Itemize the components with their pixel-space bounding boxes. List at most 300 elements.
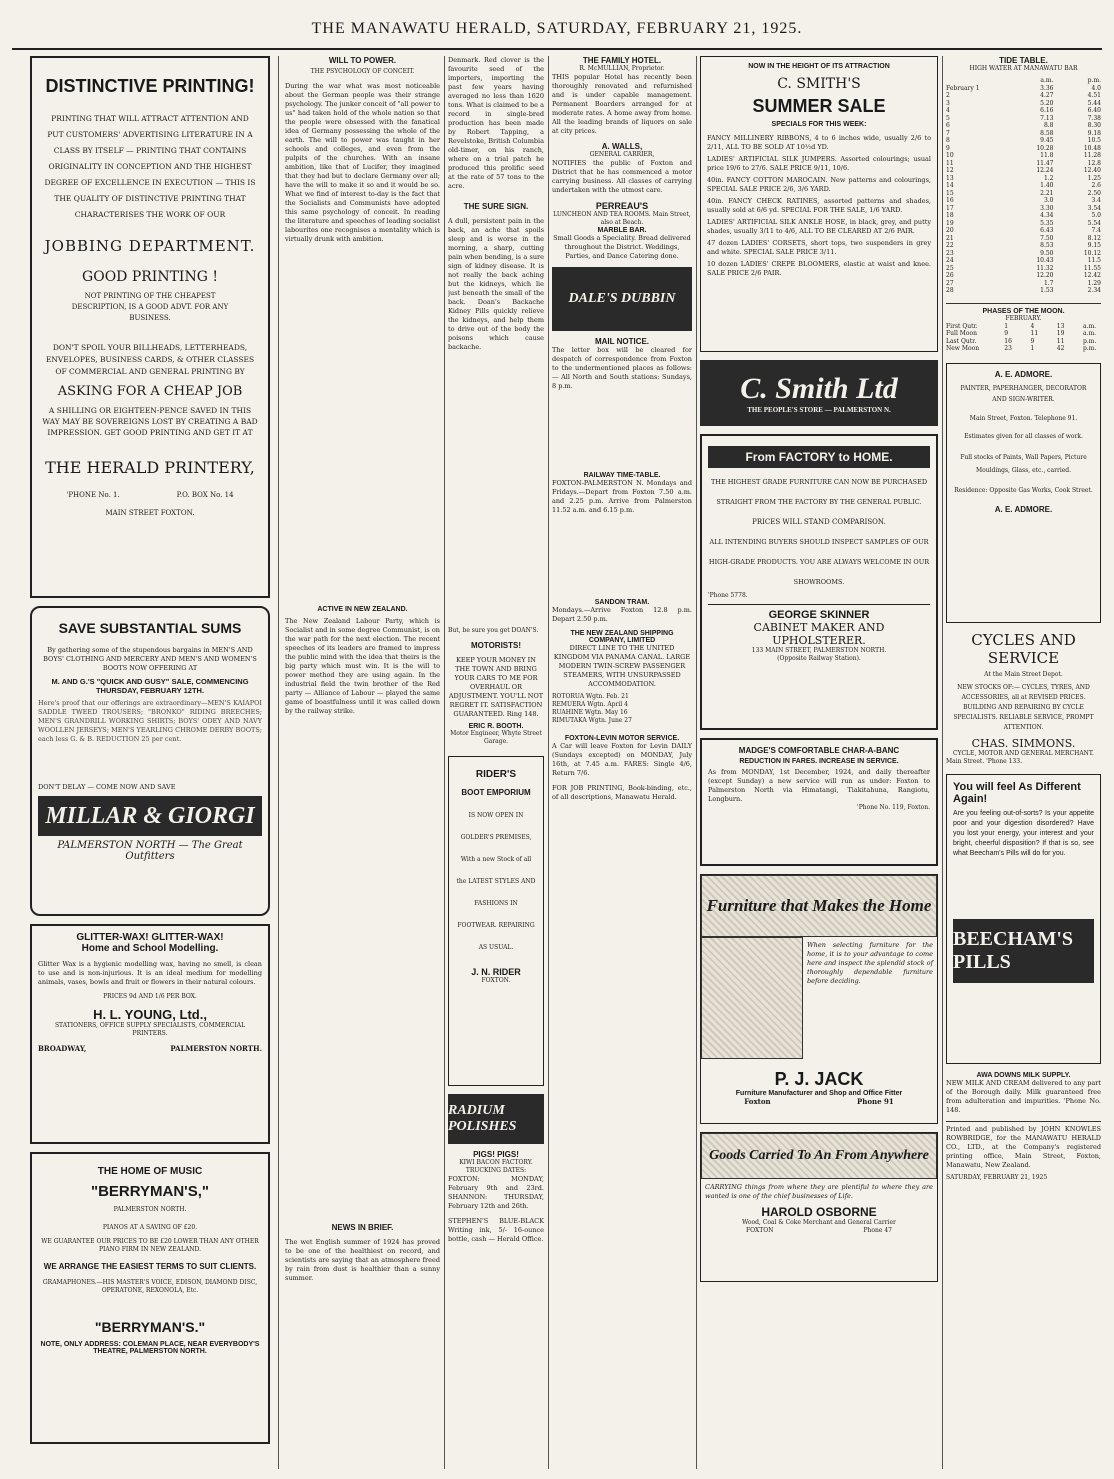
moon-row: [946, 323, 1101, 331]
tide-cell: 11.47: [1036, 159, 1054, 167]
ad-bargains: Here's proof that our offerings are extraordinary—MEN'S KAIAPOI SADDLE TWEED TROUSERS; "BRONKO" RIDING BREECHES; MEN'S GRANDRILL WORKING SHIRTS; BOYS' ODEY AND NAVY WOOLLEN JERSEYS; MEN'S YEARLING CHROME DERBY BOOTS; each less G. & B. REDUCTION 25 per cent.: [38, 699, 262, 743]
smith-sale-ad: [700, 56, 938, 352]
rider-name: J. N. RIDER: [471, 967, 521, 977]
tide-cell: 1.7: [1043, 279, 1054, 287]
tide-row: [946, 242, 1101, 250]
tide-cell: 12.24: [1036, 167, 1054, 174]
ad-prices: PRICES 9d AND 1/6 PER BOX.: [103, 993, 197, 1000]
moon-cell: 4: [1030, 322, 1035, 330]
tide-cell: 3.4: [1091, 197, 1101, 204]
tide-header-row: [946, 77, 1101, 85]
ad-terms: WE ARRANGE THE EASIEST TERMS TO SUIT CLIENTS.: [43, 1262, 257, 1271]
tide-cell: 12.20: [1036, 272, 1054, 279]
perreau-bar: MARBLE BAR.: [597, 227, 647, 234]
tide-title: TIDE TABLE.: [999, 56, 1048, 65]
walls-text: NOTIFIES the public of Foxton and District that he has commenced a motor carrying business. All classes of carrying undertaken with the utmost care.: [552, 159, 692, 194]
tram-title: SANDON TRAM.: [594, 599, 650, 606]
moon-row: [946, 330, 1101, 338]
ad-ask: ASKING FOR A CHEAP JOB: [57, 384, 243, 399]
ship-row: ROTORUA Wgtn. Feb. 21: [552, 693, 629, 700]
hotel-text: THIS popular Hotel has recently been thoroughly renovated and refurnished and is under capable management. Permanent Boarders arranged for at moderate rates. A home away from home. All the leading brands of liquors on sale at city prices.: [552, 73, 692, 135]
tide-cell: 2.34: [1087, 287, 1101, 294]
masthead-rule: [12, 48, 1102, 50]
tide-cell: 3.54: [1087, 204, 1101, 212]
tide-cell: 10.12: [1083, 249, 1101, 257]
tide-cell: 8: [946, 137, 950, 144]
tide-row: [946, 265, 1101, 273]
stephens-ink: STEPHEN'S BLUE-BLACK Writing ink, 5/- 16-ounce bottle, cash — Herald Office.: [448, 1217, 544, 1243]
tide-row: [946, 227, 1101, 235]
radium-polishes-logo: RADIUM POLISHES: [448, 1094, 544, 1144]
admore-est: Estimates given for all classes of work.: [964, 432, 1083, 440]
ad-good-text: NOT PRINTING OF THE CHEAPEST DESCRIPTION, IS A GOOD ADVT. FOR ANY BUSINESS.: [71, 292, 229, 322]
ad-sale: M. AND G.'S "QUICK AND GUSY" SALE, COMMENCING THURSDAY, FEBRUARY 12TH.: [51, 677, 249, 695]
ad-printery: THE HERALD PRINTERY,: [45, 458, 255, 477]
perreau-text: Small Goods a Speciality. Bread delivered throughout the District. Weddings, Parties, and Dance Catering done.: [553, 234, 691, 260]
tide-row: [946, 100, 1101, 108]
column-2: [285, 56, 440, 1469]
tide-cell: 9.15: [1087, 242, 1101, 249]
goods-headline: Goods Carried To An From Anywhere: [701, 1133, 937, 1179]
ad-title: THE HOME OF MUSIC: [97, 1166, 203, 1177]
jack-sub: Furniture Manufacturer and Shop and Office Fitter: [735, 1090, 903, 1097]
tide-row: [946, 280, 1101, 288]
motorists-sub: Motor Engineer, Whyte Street Garage.: [450, 730, 542, 745]
tide-cell: 10: [946, 152, 954, 159]
tide-cell: 1.40: [1040, 182, 1054, 189]
tide-cell: 12.8: [1087, 159, 1101, 167]
jack-name: P. J. JACK: [774, 1069, 864, 1089]
cycles-sub: At the Main Street Depot.: [984, 670, 1063, 678]
tide-cell: 5.54: [1087, 219, 1101, 227]
tide-cell: 11.8: [1040, 152, 1054, 159]
tide-cell: 2.6: [1091, 182, 1101, 189]
moon-cell: p.m.: [1083, 337, 1097, 345]
tide-cell: 9: [946, 144, 950, 152]
moon-row: [946, 345, 1101, 353]
article-section: THE SURE SIGN.: [463, 202, 529, 211]
column-6: [946, 56, 1101, 1469]
tide-row: [946, 92, 1101, 100]
tide-cell: 5.20: [1040, 99, 1054, 107]
factory-inspect: ALL INTENDING BUYERS SHOULD INSPECT SAMPLES OF OUR HIGH-GRADE PRODUCTS. YOU ARE ALWAYS WELCOME IN OUR SHOWROOMS.: [708, 538, 930, 586]
millar-giorgi-logo: MILLAR & GIORGI: [38, 796, 262, 836]
tide-cell: 1.29: [1087, 279, 1101, 287]
tide-cell: 8.53: [1040, 242, 1054, 249]
column-divider: [444, 56, 445, 1469]
madge-text: As from MONDAY, 1st December, 1924, and daily thereafter (except Sunday) a new service will run as under: Foxton to Palmerston North via Himatangi, Tiakitahuna, Rangiotu, Longburn.: [708, 768, 930, 803]
tide-cell: 10.43: [1036, 257, 1054, 264]
tide-cell: 11.5: [1087, 257, 1101, 264]
ad-location: BROADWAY, PALMERSTON NORTH.: [38, 1044, 262, 1053]
column-divider: [548, 56, 549, 1469]
moon-cell: p.m.: [1083, 345, 1097, 352]
tide-cell: 4.51: [1087, 92, 1101, 99]
tide-row: [946, 287, 1101, 295]
skinner-name: GEORGE SKINNER: [708, 604, 930, 621]
moon-cell: 19: [1056, 330, 1065, 337]
ad-shilling: A SHILLING OR EIGHTEEN-PENCE SAVED IN THIS WAY MAY BE SOVEREIGNS LOST BY CREATING A BAD IMPRESSION. GET GOOD PRINTING AND GET IT AT: [42, 406, 258, 437]
article-title: WILL TO POWER.: [328, 56, 397, 65]
motorists-title: MOTORISTS!: [470, 641, 522, 650]
tide-cell: 7.38: [1087, 114, 1101, 122]
smith-item: LADIES' ARTIFICIAL SILK ANKLE HOSE, in black, grey, and putty shades, usually 3/11 to 4/6, ALL TO BE CLEARED AT 2/6 PAIR.: [707, 218, 931, 235]
tide-cell: a.m.: [1040, 77, 1054, 84]
moon-table: [946, 323, 1101, 353]
osborne-name: HAROLD OSBORNE: [761, 1205, 877, 1219]
moon-cell: Last Qutr.: [946, 337, 977, 345]
ad-guarantee: WE GUARANTEE OUR PRICES TO BE £20 LOWER THAN ANY OTHER PIANO FIRM IN NEW ZEALAND.: [41, 1238, 259, 1253]
pigs-dates: TRUCKING DATES:: [465, 1167, 527, 1174]
tide-cell: 5.35: [1040, 219, 1054, 227]
tide-cell: 5.0: [1091, 212, 1101, 219]
moon-month: FEBRUARY.: [1005, 314, 1042, 322]
walls-title: A. WALLS,: [601, 142, 643, 151]
tide-row: [946, 235, 1101, 243]
tide-cell: 10.5: [1087, 137, 1101, 144]
tide-cell: 3.0: [1043, 197, 1054, 204]
factory-text: THE HIGHEST GRADE FURNITURE CAN NOW BE PURCHASED STRAIGHT FROM THE FACTORY BY THE GENERAL PUBLIC.: [710, 478, 928, 506]
osborne-contact: FOXTON Phone 47: [746, 1227, 892, 1234]
shipping-text: DIRECT LINE TO THE UNITED KINGDOM VIA PANAMA CANAL. LARGE MODERN TWIN-SCREW PASSENGER STEAMERS, WITH UNSURPASSED ACCOMMODATION.: [553, 644, 691, 688]
rider-ad: [448, 756, 544, 1086]
smith-item: 40in. FANCY COTTON MAROCAIN. New patterns and colourings, SPECIAL SALE PRICE 2/6, 3/6 YARD.: [707, 176, 931, 193]
shipping-title: THE NEW ZEALAND SHIPPING COMPANY, LIMITED: [570, 630, 674, 644]
moon-cell: 16: [1004, 337, 1012, 345]
madge-ad: [700, 738, 938, 866]
admore-stock: Full stocks of Paints, Wall Papers, Picture Mouldings, Glass, etc., carried.: [960, 453, 1087, 474]
article-body-2: A dull, persistent pain in the back, an ache that spoils sleep and is worse in the morning, a sharp, cutting pain when bending, is a sure sign of kidney disease. It is not really the back aching but the kidneys, which lie just beneath the small of the back. Doan's Backache Kidney Pills quickly relieve the kidneys, and help them to drive out of the body the poisons which cause backache.: [448, 217, 544, 351]
herald-printery-ad: [30, 56, 270, 598]
smith-item: 47 dozen LADIES' CORSETS, short tops, two suspenders in grey and white. SPECIAL SALE PRICE 3/11.: [707, 239, 931, 256]
article-section-2: NEWS IN BRIEF.: [331, 1223, 394, 1232]
ad-delay: DON'T DELAY — COME NOW AND SAVE: [38, 783, 176, 791]
madge-phone: 'Phone No. 119, Foxton.: [857, 804, 930, 811]
smith-sale: SUMMER SALE: [752, 96, 886, 116]
ad-text: Glitter Wax is a hygienic modelling wax, having no smell, is clean to use and is non-injurious. It is an ideal medium for modelling animals, vases, bowls and fruit or flowers in their natural colours.: [38, 960, 262, 986]
tide-cell: 4.34: [1040, 212, 1054, 219]
tide-cell: 16: [946, 197, 954, 204]
tide-cell: 6.16: [1040, 107, 1054, 114]
tide-cell: 1.2: [1043, 174, 1054, 182]
madge-sub: REDUCTION IN FARES. INCREASE IN SERVICE.: [739, 758, 899, 765]
tide-cell: 25: [946, 264, 954, 272]
article-subtitle: THE PSYCHOLOGY OF CONCEIT.: [310, 68, 415, 75]
skinner-sub: CABINET MAKER AND UPHOLSTERER.: [753, 621, 885, 647]
tide-cell: 22: [946, 242, 954, 249]
ad-name-2: "BERRYMAN'S.": [94, 1319, 206, 1335]
tide-row: [946, 197, 1101, 205]
ad-sub: Home and School Modelling.: [81, 943, 219, 954]
tide-row: [946, 272, 1101, 280]
tide-row: [946, 182, 1101, 190]
simmons-sub: CYCLE, MOTOR AND GENERAL MERCHANT.: [953, 749, 1094, 757]
ad-contact: [38, 491, 262, 499]
smith-item: 10 dozen LADIES' CREPE BLOOMERS, elastic at waist and knee. SALE PRICE 2/6 PAIR.: [707, 260, 931, 277]
berrymans-ad: [30, 1152, 270, 1444]
smith-item: FANCY MILLINERY RIBBONS, 4 to 6 inches wide, usually 2/6 to 2/11, ALL TO BE SOLD AT 10½d YD.: [707, 134, 931, 151]
rider-title: RIDER'S: [475, 769, 517, 780]
moon-cell: 23: [1004, 345, 1012, 352]
motorists-name: ERIC R. BOOTH.: [468, 723, 524, 730]
tide-cell: 18: [946, 212, 954, 219]
rail-title: RAILWAY TIME-TABLE.: [583, 472, 661, 479]
tide-row: [946, 85, 1101, 93]
pigs-text: FOXTON: MONDAY, February 9th and 23rd. SHANNON: THURSDAY, February 12th and 26th.: [448, 1175, 544, 1210]
article-body-3: The wet English summer of 1924 has proved to be one of the healthiest on record, and scientists are saying that an atmosphere freed by rain from dust is healthier than a sunny summer.: [285, 1238, 440, 1282]
goods-text: CARRYING things from where they are plentiful to where they are wanted is one of the chief businesses of Life.: [705, 1183, 933, 1200]
ship-list: [552, 693, 692, 725]
tide-cell: 26: [946, 272, 954, 279]
tide-row: [946, 122, 1101, 130]
tide-cell: 3: [946, 99, 950, 107]
ad-phone: 'PHONE No. 1.: [66, 491, 120, 499]
tide-cell: 7.13: [1040, 114, 1054, 122]
osborne-ad: [700, 1132, 938, 1282]
moon-cell: a.m.: [1083, 330, 1097, 337]
column-divider: [942, 56, 943, 1469]
ad-good: GOOD PRINTING !: [82, 269, 218, 285]
skinner-note: (Opposite Railway Station).: [777, 655, 861, 662]
factory-ad: [700, 434, 938, 730]
tide-cell: 6.43: [1040, 227, 1054, 234]
tide-cell: 8.30: [1087, 122, 1101, 129]
beecham-head: You will feel As Different Again!: [953, 780, 1081, 805]
tide-cell: 8.58: [1040, 129, 1054, 137]
tide-cell: 12.40: [1083, 167, 1101, 174]
admore-name: A. E. ADMORE.: [994, 369, 1053, 379]
ad-title: DISTINCTIVE PRINTING!: [45, 76, 255, 96]
ad-gramo: GRAMAPHONES.—HIS MASTER'S VOICE, EDISON, DIAMOND DISC, OPERATONE, REXONOLA, Etc.: [42, 1279, 258, 1294]
column-4: [552, 56, 692, 1469]
tide-cell: 8.12: [1087, 234, 1101, 242]
factory-prices: PRICES WILL STAND COMPARISON.: [752, 518, 886, 526]
ad-sub: PALMERSTON NORTH — The Great Outfitters: [57, 840, 243, 862]
milk-title: AWA DOWNS MILK SUPPLY.: [976, 1071, 1071, 1079]
tide-row: [946, 130, 1101, 138]
rail-text: FOXTON-PALMERSTON N. Mondays and Fridays.—Depart from Foxton 7.50 a.m. and 2.25 p.m. Arrive from Palmerston 11.52 a.m. and 6.15 p.m.: [552, 479, 692, 514]
tide-cell: 9.50: [1040, 249, 1054, 257]
tide-cell: 2.50: [1087, 189, 1101, 197]
tide-cell: 5.44: [1087, 99, 1101, 107]
tide-cell: [946, 77, 1006, 85]
tide-cell: 1.53: [1040, 287, 1054, 294]
ad-title: GLITTER-WAX! GLITTER-WAX!: [76, 932, 224, 943]
ad-note: NOTE, ONLY ADDRESS: COLEMAN PLACE, NEAR EVERYBODY'S THEATRE, PALMERSTON NORTH.: [40, 1341, 260, 1355]
motor-text: A Car will leave Foxton for Levin DAILY (Sundays excepted) on MONDAY, July 16th, at 7.45 a.m. FARES: Single 4/6, Return 7/6.: [552, 742, 692, 777]
tide-cell: 11.55: [1083, 264, 1101, 272]
smith-item: LADIES' ARTIFICIAL SILK JUMPERS. Assorted colourings; usual price 19/6 to 27/6. SALE PRICE 9/11, 10/6.: [707, 155, 931, 172]
tide-cell: 4: [946, 107, 950, 114]
milk-text: NEW MILK AND CREAM delivered to any part of the Borough daily. Milk guaranteed free from adulteration and impurities. 'Phone No. 148.: [946, 1078, 1101, 1114]
tide-row: [946, 212, 1101, 220]
tide-cell: 13: [946, 174, 954, 182]
column-divider: [278, 56, 279, 1469]
factory-title: From FACTORY to HOME.: [708, 446, 930, 468]
rider-sub: BOOT EMPORIUM: [461, 788, 531, 797]
tide-row: [946, 220, 1101, 228]
smith-name: C. SMITH'S: [777, 76, 861, 92]
osborne-sub: Wood, Coal & Coke Merchant and General Carrier: [742, 1219, 896, 1226]
tide-cell: 19: [946, 219, 954, 227]
ship-row: RIMUTAKA Wgtn. June 27: [552, 717, 632, 724]
tide-cell: 7.4: [1091, 227, 1101, 234]
admore-ad: [946, 363, 1101, 623]
imprint: Printed and published by JOHN KNOWLES ROWBRIDGE, for the MANAWATU HERALD CO., LTD., at the Company's registered printing office, Main Street, Foxton, Manawatu, New Zealand.: [946, 1121, 1101, 1170]
jack-contact: Foxton Phone 91: [744, 1097, 894, 1106]
store-name: C. Smith Ltd: [740, 372, 898, 405]
article-footer: But, be sure you get DOAN'S.: [448, 627, 539, 634]
tide-cell: 7: [946, 129, 950, 137]
simmons-addr: Main Street. 'Phone 133.: [946, 757, 1022, 765]
cycles-text: NEW STOCKS OF:— CYCLES, TYRES, AND ACCESSORIES, all at REVISED PRICES. BUILDING AND REPAIRING BY CYCLE SPECIALISTS. RELIABLE SERVICE, PROMPT ATTENTION.: [953, 683, 1094, 731]
ad-po: P.O. BOX No. 14: [176, 491, 234, 499]
moon-cell: 13: [1056, 322, 1065, 330]
tide-cell: 17: [946, 204, 954, 212]
tide-cell: 21: [946, 234, 954, 242]
ad-dept: JOBBING DEPARTMENT.: [44, 237, 256, 255]
rider-town: FOXTON.: [481, 977, 511, 984]
furniture-ad: [700, 874, 938, 1124]
moon-cell: 11: [1030, 330, 1039, 337]
ad-firm-sub: STATIONERS, OFFICE SUPPLY SPECIALISTS, COMMERCIAL PRINTERS.: [54, 1022, 246, 1037]
tide-cell: 2: [946, 92, 950, 99]
moon-cell: First Qutr.: [946, 322, 978, 330]
dales-dubbin-logo: DALE'S DUBBIN: [552, 267, 692, 331]
walls-sub: GENERAL CARRIER,: [589, 151, 655, 158]
masthead: THE MANAWATU HERALD, SATURDAY, FEBRUARY 21, 1925.: [311, 20, 803, 37]
ad-address: MAIN STREET FOXTON.: [105, 509, 195, 517]
admore-addr: Main Street, Foxton. Telephone 91.: [969, 414, 1078, 422]
smith-item: 40in. FANCY CHECK RATINES, assorted patterns and shades, usually sold at 6/6 yd. SPECIAL FOR THE SALE, 1/6 YARD.: [707, 197, 931, 214]
tide-cell: 10.48: [1083, 144, 1101, 152]
tide-cell: 10.28: [1036, 144, 1054, 152]
job-printing: FOR JOB PRINTING, Book-binding, etc., of all descriptions, Manawatu Herald.: [552, 784, 692, 801]
rider-text: IS NOW OPEN IN GOLDER'S PREMISES, With a new Stock of all the LATEST STYLES AND FASHIONS IN FOOTWEAR. REPAIRING AS USUAL.: [456, 812, 536, 951]
moon-cell: 9: [1030, 337, 1035, 345]
pigs-sub: KIWI BACON FACTORY.: [459, 1159, 533, 1166]
column-divider: [696, 56, 697, 1469]
furniture-text: When selecting furniture for the home, it is to your advantage to come here and inspect the splendid stock of thoroughly dependable furniture before deciding.: [807, 941, 933, 985]
tide-cell: 12.42: [1083, 272, 1101, 279]
mail-text: The letter box will be cleared for despatch of correspondence from Foxton to the undermentioned places as follows:— All North and South stations: Sundays, 8 p.m.: [552, 346, 692, 390]
moon-cell: 42: [1056, 345, 1065, 352]
madge-title: MADGE'S COMFORTABLE CHAR-A-BANC: [738, 746, 900, 755]
pigs-title: PIGS! PIGS!: [473, 1150, 519, 1159]
article-section: ACTIVE IN NEW ZEALAND.: [317, 606, 408, 613]
column-5: [700, 56, 938, 1469]
simmons-name: CHAS. SIMMONS.: [971, 736, 1076, 750]
admore-res: Residence: Opposite Gas Works, Cook Street.: [954, 486, 1093, 494]
perreau-title: PERREAU'S: [595, 201, 649, 211]
ad-text: By gathering some of the stupendous bargains in MEN'S AND BOYS' CLOTHING AND MERCERY AND MEN'S AND WOMEN'S BOOTS NOW OFFERING AT: [43, 646, 257, 672]
store-sub: THE PEOPLE'S STORE — PALMERSTON N.: [747, 406, 891, 414]
tide-cell: 4.27: [1040, 92, 1054, 99]
tide-row: [946, 257, 1101, 265]
smith-top: NOW IN THE HEIGHT OF ITS ATTRACTION: [748, 63, 890, 70]
moon-cell: 1: [1004, 322, 1009, 330]
ship-row: REMUERA Wgtn. April 4: [552, 701, 628, 708]
column-1: [30, 56, 270, 1469]
tide-cell: 14: [946, 182, 954, 189]
ad-dont: DON'T SPOIL YOUR BILLHEADS, LETTERHEADS, ENVELOPES, BUSINESS CARDS, & OTHER CLASSES OF COMMERCIAL AND GENERAL PRINTING BY: [45, 343, 255, 376]
tide-cell: 20: [946, 227, 954, 234]
tide-row: [946, 190, 1101, 198]
tide-cell: p.m.: [1087, 77, 1101, 84]
skinner-addr: 133 MAIN STREET, PALMERSTON NORTH.: [751, 647, 887, 654]
factory-phone: 'Phone 5778.: [708, 592, 748, 599]
tide-row: [946, 145, 1101, 153]
imprint-date: SATURDAY, FEBRUARY 21, 1925: [946, 1173, 1048, 1181]
tide-row: [946, 205, 1101, 213]
tide-cell: 11.32: [1036, 264, 1054, 272]
tide-row: [946, 250, 1101, 258]
furniture-headline: Furniture that Makes the Home: [701, 875, 937, 937]
tide-cell: 15: [946, 189, 954, 197]
tide-table: [946, 77, 1101, 295]
moon-cell: New Moon: [946, 345, 980, 352]
motorists-text: KEEP YOUR MONEY IN THE TOWN AND BRING YOUR CARS TO ME FOR OVERHAUL OR ADJUSTMENT. YOU'LL NOT REGRET IT. SATISFACTION GUARANTEED. Ring 148.: [448, 656, 544, 718]
tide-cell: 6.40: [1087, 107, 1101, 114]
ship-row: RUAHINE Wgtn. May 16: [552, 709, 628, 716]
tide-cell: 6: [946, 122, 950, 129]
tide-row: [946, 107, 1101, 115]
admore-name-2: A. E. ADMORE.: [994, 504, 1053, 514]
beecham-logo: BEECHAM'S PILLS: [953, 919, 1094, 983]
tide-row: [946, 167, 1101, 175]
furniture-illustration: [701, 937, 803, 1059]
perreau-sub: LUNCHEON AND TEA ROOMS. Main Street, also at Beach.: [553, 211, 691, 226]
ad-name: "BERRYMAN'S,": [90, 1183, 210, 1200]
tide-cell: 24: [946, 257, 954, 264]
tide-cell: 8.8: [1043, 122, 1054, 129]
admore-text: PAINTER, PAPERHANGER, DECORATOR AND SIGN-WRITER.: [960, 384, 1087, 403]
smith-store-logo: [700, 360, 938, 426]
tide-cell: 3.36: [1040, 84, 1054, 92]
moon-title: PHASES OF THE MOON.: [946, 303, 1101, 315]
tide-cell: 3.30: [1040, 204, 1054, 212]
tide-cell: 9.18: [1087, 129, 1101, 137]
tide-sub: HIGH WATER AT MANAWATU BAR: [969, 65, 1078, 72]
tide-cell: 9.45: [1040, 137, 1054, 144]
ad-text: PRINTING THAT WILL ATTRACT ATTENTION AND PUT CUSTOMERS' ADVERTISING LITERATURE IN A CLASS BY ITSELF — PRINTING THAT CONTAINS ORIGINALITY IN CONCEPTION AND THE HIGHEST DEGREE OF EXCELLENCE IN EXECUTION — THIS IS THE QUALITY OF DISTINCTIVE PRINTING THAT CHARACTERISES THE WORK OF OUR: [44, 114, 256, 219]
article-body: During the war what was most noticeable about the German people was their strange psychology. The junker conceit of "all power to us" had taken hold of the whole nation so that the people were obsessed with the fanatical idea of Germany possessing the whole of the earth. The will to power was taught in her schools and colleges, and even from the pulpits of the churches. With an insane ambition, like that of Lucifer, they imagined that they had but to declare Germany over all; have the will to make it so and it would be so. What we find of interest to-day is the fact that the Socialists and Communists have adopted this same psychology of conceit. In reading the literature and speeches of leading socialist labourites one recognises a mentality which is virtually drunk with ambition.: [285, 82, 440, 243]
tide-cell: 5: [946, 114, 950, 122]
motor-title: FOXTON-LEVIN MOTOR SERVICE.: [564, 735, 680, 742]
article-body: Denmark. Red clover is the favourite seed of the importers, importing the past few years having averaged no less than 1620 tons. What is claimed to be a record in single-bred production has been made by Robert Tapping, a Revelstoke, British Columbia old-timer, on his ranch, where on a trial patch he produced this prolific seed at the rate of 57 tons to the acre.: [448, 56, 544, 190]
moon-row: [946, 338, 1101, 346]
tide-cell: 1.25: [1087, 174, 1101, 182]
moon-cell: 9: [1004, 330, 1009, 337]
hotel-title: THE FAMILY HOTEL.: [582, 56, 662, 65]
beecham-ad: [946, 774, 1101, 1064]
smith-specials: SPECIALS FOR THIS WEEK:: [771, 121, 867, 128]
ad-firm: H. L. YOUNG, Ltd.,: [93, 1007, 207, 1022]
tide-cell: 11.28: [1083, 152, 1101, 159]
moon-cell: Full Moon: [946, 330, 978, 337]
ad-pianos: PIANOS AT A SAVING OF £20.: [102, 1224, 198, 1231]
beecham-text: Are you feeling out-of-sorts? Is your appetite poor and your digestion disordered? Have you lost your energy, your interest and your bright, cheerful disposition? If that is so, see what Beecham's Pills will do for you.: [953, 809, 1094, 857]
tide-cell: February 1: [946, 84, 980, 92]
article-body-2: The New Zealand Labour Party, which is Socialist and in some degree Communist, is on the war path for the next election. The recent speeches of its leaders are framed to impress the public mind with the idea that theirs is the big party which must win. It is the will to power method they are using again. In the industrial field the twin brother of the Red party — Alliance of Labour — played the same game of boastfulness until it was called down by the railway strike.: [285, 617, 440, 715]
tide-cell: 23: [946, 249, 954, 257]
tide-cell: 2.21: [1040, 189, 1054, 197]
tide-row: [946, 115, 1101, 123]
tide-cell: 28: [946, 287, 954, 294]
mail-title: MAIL NOTICE.: [594, 337, 650, 346]
hotel-proprietor: R. McMULLIAN, Proprietor.: [579, 65, 665, 72]
tram-text: Mondays.—Arrive Foxton 12.8 p.m. Depart 2.50 p.m.: [552, 606, 692, 623]
